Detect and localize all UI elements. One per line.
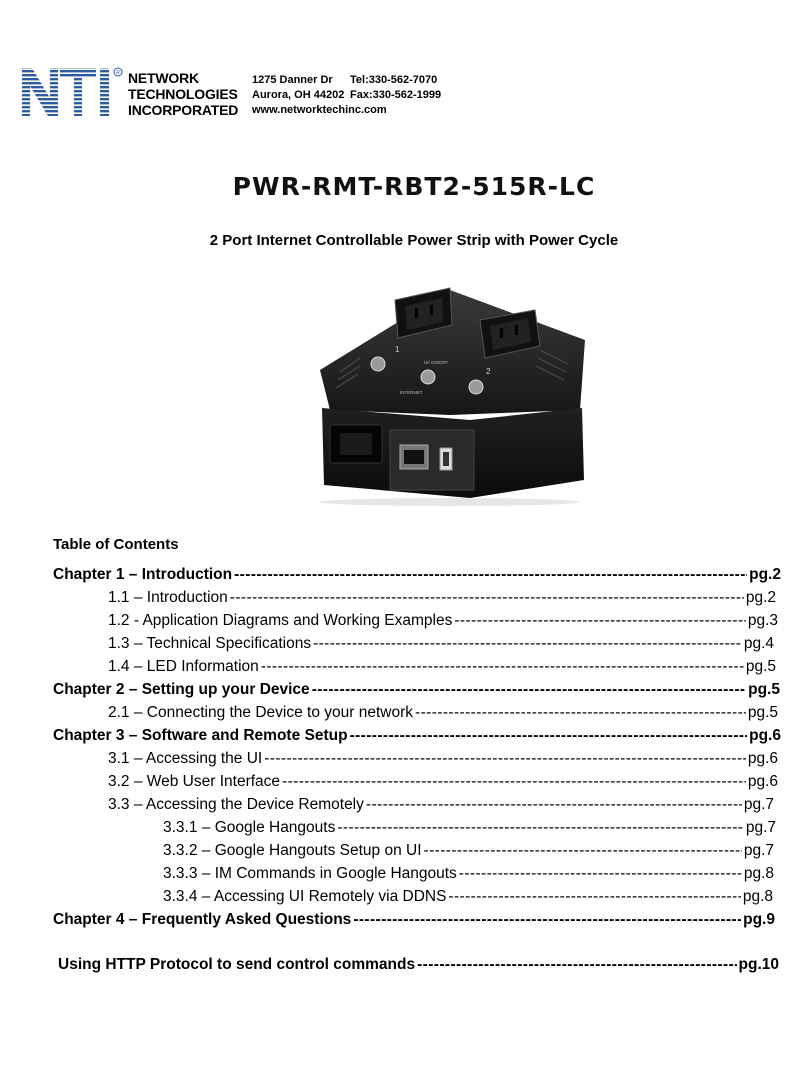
toc-leader-dashes xyxy=(234,566,747,584)
toc-entry-page: pg.5 xyxy=(745,658,776,675)
toc-entry-page: pg.5 xyxy=(747,704,778,721)
company-name xyxy=(128,70,238,118)
toc-entry-title: 1.4 – LED Information xyxy=(108,658,259,675)
toc-leader-dashes xyxy=(417,956,736,974)
toc-leader-dashes xyxy=(264,750,746,768)
toc-entry-title: 1.2 - Application Diagrams and Working Examples xyxy=(108,612,453,629)
toc-entry xyxy=(108,796,774,814)
toc-entry-title: 1.1 – Introduction xyxy=(108,589,228,606)
toc-entry-page: pg.6 xyxy=(747,750,778,767)
toc-entry-title: Chapter 1 – Introduction xyxy=(53,566,233,583)
toc-entry xyxy=(53,911,775,929)
company-line-2: TECHNOLOGIES xyxy=(128,86,238,102)
svg-text:R: R xyxy=(116,70,120,76)
toc-entry-page: pg.2 xyxy=(745,589,776,606)
toc-entry-page: pg.7 xyxy=(743,842,774,859)
toc-entry-title: Chapter 3 – Software and Remote Setup xyxy=(53,727,348,744)
company-line-3: INCORPORATED xyxy=(128,102,239,118)
address-line: 1275 Danner Dr xyxy=(252,74,333,86)
toc-leader-dashes xyxy=(454,612,746,630)
toc-leader-dashes xyxy=(424,842,742,860)
internet-label: INTERNET xyxy=(400,390,423,395)
toc-entry xyxy=(163,888,773,906)
toc-leader-dashes xyxy=(448,888,740,906)
website: www.networktechinc.com xyxy=(252,104,387,116)
toc-leader-dashes xyxy=(459,865,742,883)
company-line-1: NETWORK xyxy=(128,70,199,86)
toc-entry-page: pg.8 xyxy=(743,865,774,882)
toc-entry xyxy=(58,956,779,974)
toc-leader-dashes xyxy=(415,704,746,722)
toc-leader-dashes xyxy=(282,773,746,791)
toc-leader-dashes xyxy=(366,796,742,814)
toc-entry-title: 3.1 – Accessing the UI xyxy=(108,750,263,767)
toc-entry-title: 3.3.4 – Accessing UI Remotely via DDNS xyxy=(163,888,447,905)
toc-leader-dashes xyxy=(261,658,744,676)
port-1-label: 1 xyxy=(395,345,400,354)
toc-leader-dashes xyxy=(312,681,746,699)
toc-entry-page: pg.3 xyxy=(747,612,778,629)
toc-entry xyxy=(163,819,776,837)
toc-entry-page: pg.8 xyxy=(742,888,773,905)
toc-entry xyxy=(108,704,778,722)
toc-entry-title: Using HTTP Protocol to send control commands xyxy=(58,956,416,973)
toc-entry xyxy=(108,589,776,607)
toc-entry-page: pg.9 xyxy=(743,911,775,928)
toc-entry-title: 3.3.1 – Google Hangouts xyxy=(163,819,336,836)
toc-entry xyxy=(108,612,778,630)
toc-entry-page: pg.10 xyxy=(738,956,779,973)
toc-entry-title: Chapter 4 – Frequently Asked Questions xyxy=(53,911,352,928)
toc-entry-title: 3.3 – Accessing the Device Remotely xyxy=(108,796,364,813)
product-title: PWR-RMT-RBT2-515R-LC xyxy=(232,172,596,201)
toc-heading: Table of Contents xyxy=(53,536,179,553)
toc-entry xyxy=(108,658,776,676)
toc-entry-page: pg.6 xyxy=(747,773,778,790)
toc-entry-page: pg.2 xyxy=(749,566,781,583)
nti-logo-icon xyxy=(20,62,126,120)
toc-entry xyxy=(53,566,781,584)
toc-entry-title: Chapter 2 – Setting up your Device xyxy=(53,681,310,698)
contact-info xyxy=(252,73,441,118)
toc-leader-dashes xyxy=(350,727,748,745)
product-subtitle: 2 Port Internet Controllable Power Strip with Power Cycle xyxy=(209,232,619,249)
toc-entry xyxy=(163,842,774,860)
toc-entry-title: 3.3.3 – IM Commands in Google Hangouts xyxy=(163,865,457,882)
toc-entry xyxy=(108,773,778,791)
toc-entry-title: 3.2 – Web User Interface xyxy=(108,773,281,790)
toc-entry-page: pg.5 xyxy=(748,681,780,698)
toc-entry xyxy=(53,681,780,699)
toc-leader-dashes xyxy=(353,911,741,929)
toc-entry xyxy=(163,865,774,883)
toc-entry-page: pg.7 xyxy=(743,796,774,813)
toc-entry-page: pg.6 xyxy=(749,727,781,744)
toc-leader-dashes xyxy=(230,589,744,607)
toc-entry-page: pg.4 xyxy=(743,635,774,652)
toc-entry-title: 2.1 – Connecting the Device to your network xyxy=(108,704,414,721)
toc-leader-dashes xyxy=(337,819,743,837)
toc-entry-title: 3.3.2 – Google Hangouts Setup on UI xyxy=(163,842,422,859)
fax: Fax:330-562-1999 xyxy=(350,89,442,101)
ui-onoff-label: UI/ ON/OFF xyxy=(424,360,448,365)
phone: Tel:330-562-7070 xyxy=(350,74,438,86)
power-strip-device-image xyxy=(300,280,592,510)
toc-leader-dashes xyxy=(313,635,742,653)
toc-entry xyxy=(53,727,781,745)
city-line: Aurora, OH 44202 xyxy=(252,89,345,101)
toc-entry xyxy=(108,635,774,653)
toc-entry-page: pg.7 xyxy=(745,819,776,836)
toc-entry xyxy=(108,750,778,768)
port-2-label: 2 xyxy=(486,367,491,376)
toc-entry-title: 1.3 – Technical Specifications xyxy=(108,635,312,652)
